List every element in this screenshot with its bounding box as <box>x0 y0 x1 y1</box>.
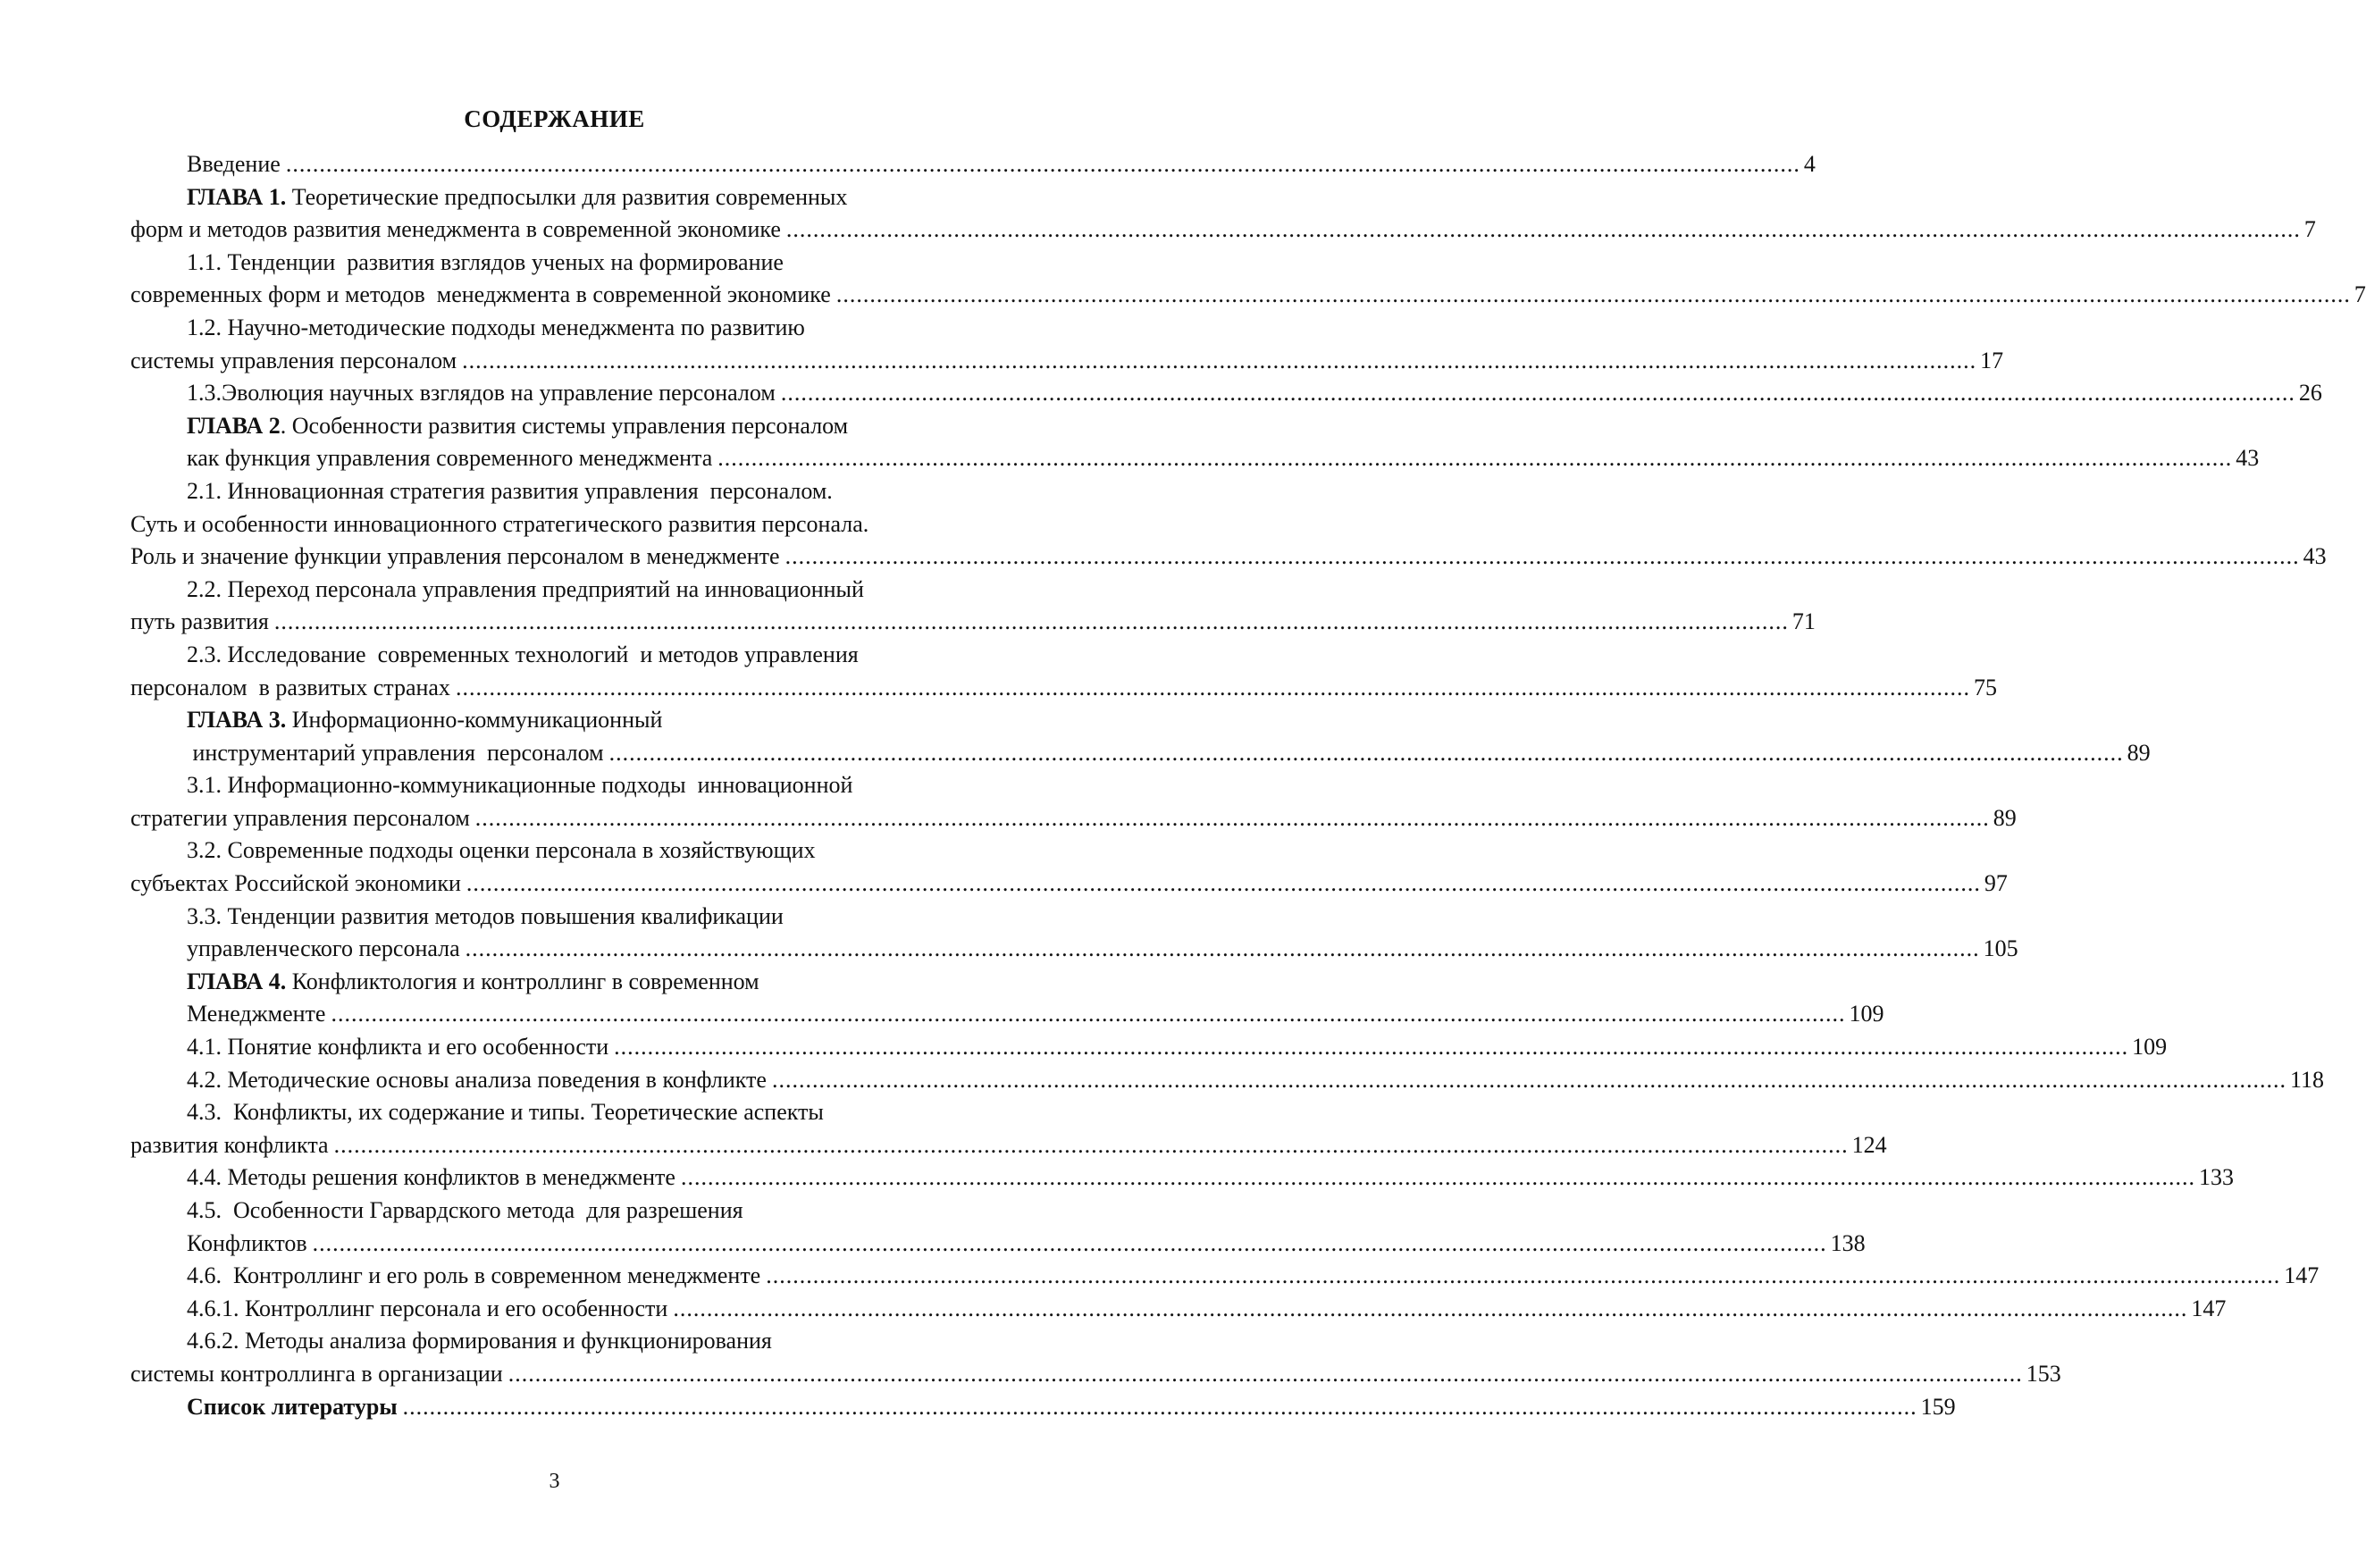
toc-entry-title: 4.1. Понятие конфликта и его особенности <box>187 1034 609 1061</box>
toc-line-text <box>130 511 868 537</box>
toc-line <box>130 966 1020 999</box>
toc-line <box>130 345 2004 378</box>
toc-entry-title: 3.2. Современные подходы оценки персонала в хозяйствующих <box>187 837 816 864</box>
toc-line-text <box>187 442 712 475</box>
toc-line <box>130 606 1816 639</box>
toc-line <box>130 868 2008 901</box>
toc-line-text <box>130 1358 503 1391</box>
toc-line-text <box>130 802 470 835</box>
dot-leader: .................................................................................................................................................................................................................................. <box>273 608 1789 635</box>
table-of-contents <box>130 148 2366 1423</box>
dot-leader: .................................................................................................................................................................................................................................. <box>312 1229 1827 1256</box>
toc-line-text <box>187 1328 772 1354</box>
toc-line-text <box>187 737 604 770</box>
toc-entry-title: 4.3. Конфликты, их содержание и типы. Теоретические аспекты <box>187 1099 824 1126</box>
toc-entry-title: 1.3.Эволюция научных взглядов на управление персоналом <box>187 380 776 407</box>
dot-leader: .................................................................................................................................................................................................................................. <box>465 935 1980 962</box>
toc-entry-title: 4.2. Методические основы анализа поведения в конфликте <box>187 1066 767 1093</box>
toc-line <box>130 834 1020 868</box>
toc-line <box>130 442 2260 475</box>
toc-line-text <box>187 1293 667 1326</box>
toc-entry-title: системы управления персоналом <box>130 347 457 373</box>
toc-line <box>130 933 2018 966</box>
toc-line-text <box>187 1031 608 1064</box>
toc-entry-title: субъектах Российской экономики <box>130 870 461 897</box>
toc-line-text <box>187 1064 767 1097</box>
toc-line-text <box>130 345 457 378</box>
toc-line <box>130 901 1020 934</box>
toc-entry-title: Конфликтов <box>187 1229 307 1256</box>
toc-line <box>130 541 2327 574</box>
toc-page-number: 89 <box>1993 804 2017 831</box>
dot-leader: .................................................................................................................................................................................................................................. <box>771 1066 2286 1093</box>
toc-line <box>130 410 1020 443</box>
toc-entry-title: 4.6.1. Контроллинг персонала и его особенности <box>187 1295 668 1321</box>
toc-line <box>130 1293 2227 1326</box>
toc-line <box>130 672 1997 705</box>
toc-line <box>130 1391 1956 1424</box>
toc-entry-title: Введение <box>187 151 281 177</box>
toc-entry-title: 3.3. Тенденции развития методов повышения квалификации <box>187 902 784 929</box>
dot-leader: .................................................................................................................................................................................................................................. <box>717 445 2233 472</box>
toc-line-text <box>130 214 781 247</box>
dot-leader: .................................................................................................................................................................................................................................. <box>333 1131 1849 1158</box>
toc-page-number: 43 <box>2303 543 2327 570</box>
toc-line <box>130 1228 1866 1261</box>
dot-leader: .................................................................................................................................................................................................................................. <box>331 1001 1846 1027</box>
toc-line-text <box>187 968 759 994</box>
toc-page-number: 71 <box>1791 608 1816 635</box>
toc-page-number: 118 <box>2289 1066 2325 1093</box>
toc-page-number: 17 <box>1980 347 2004 373</box>
toc-page-number: 153 <box>2026 1360 2061 1387</box>
toc-heading-bold: ГЛАВА 3. <box>187 707 287 734</box>
toc-entry-title: Суть и особенности инновационного стратегического развития персонала. <box>130 510 869 537</box>
toc-page-number: 4 <box>1803 151 1816 177</box>
toc-entry-title: Менеджменте <box>187 1001 326 1027</box>
toc-line <box>130 1031 2168 1064</box>
toc-page-number: 89 <box>2127 739 2151 766</box>
toc-page-number: 105 <box>1983 935 2018 962</box>
toc-entry-title: Теоретические предпосылки для развития современных <box>286 183 848 210</box>
toc-line <box>130 1129 1887 1162</box>
toc-line-text <box>187 772 852 798</box>
dot-leader: .................................................................................................................................................................................................................................. <box>680 1164 2195 1191</box>
toc-line <box>130 377 2322 410</box>
page-title: СОДЕРЖАНИЕ <box>464 105 645 132</box>
toc-line-text <box>187 314 805 340</box>
toc-page-number: 7 <box>2303 216 2316 243</box>
toc-line <box>130 704 1020 737</box>
dot-leader: .................................................................................................................................................................................................................................. <box>474 804 1990 831</box>
toc-line-text <box>130 672 450 705</box>
page-number: 3 <box>549 1470 560 1493</box>
toc-line-text <box>187 148 281 181</box>
toc-entry-title: 4.6.2. Методы анализа формирования и функционирования <box>187 1328 772 1354</box>
toc-entry-title: управленческого персонала <box>187 935 460 962</box>
toc-line <box>130 181 1020 214</box>
dot-leader: .................................................................................................................................................................................................................................. <box>785 216 2301 243</box>
toc-page-number: 124 <box>1851 1131 1887 1158</box>
toc-line-text <box>187 576 864 602</box>
toc-line <box>130 148 1816 181</box>
toc-entry-title: Конфликтология и контроллинг в современном <box>286 968 759 994</box>
dot-leader: .................................................................................................................................................................................................................................. <box>508 1360 2023 1387</box>
dot-leader: .................................................................................................................................................................................................................................. <box>466 870 1981 897</box>
toc-page-number: 97 <box>1984 870 2008 897</box>
toc-line <box>130 279 2366 312</box>
dot-leader: .................................................................................................................................................................................................................................. <box>614 1034 2129 1061</box>
toc-line-text <box>130 868 461 901</box>
toc-line-text <box>187 1197 743 1223</box>
toc-entry-title: стратегии управления персоналом <box>130 804 470 831</box>
dot-leader: .................................................................................................................................................................................................................................. <box>835 281 2351 308</box>
toc-entry-title: 4.6. Контроллинг и его роль в современном менеджменте <box>187 1262 761 1289</box>
toc-line <box>130 475 1020 508</box>
toc-line-text <box>187 903 784 929</box>
toc-line <box>130 1195 1020 1228</box>
toc-entry-title: современных форм и методов менеджмента в современной экономике <box>130 281 831 308</box>
toc-line <box>130 737 2151 770</box>
toc-line-text <box>187 998 325 1031</box>
toc-entry-title: развития конфликта <box>130 1131 329 1158</box>
toc-line-text <box>187 377 776 410</box>
toc-line-text <box>130 541 780 574</box>
toc-line-text <box>187 641 859 667</box>
toc-entry-title: путь развития <box>130 608 269 635</box>
dot-leader: .................................................................................................................................................................................................................................. <box>462 347 1977 373</box>
toc-entry-title: 2.2. Переход персонала управления предприятий на инновационный <box>187 575 864 602</box>
toc-entry-title: 4.4. Методы решения конфликтов в менеджменте <box>187 1164 675 1191</box>
toc-page-number: 147 <box>2191 1295 2227 1321</box>
toc-page-number: 159 <box>1920 1393 1956 1420</box>
toc-line <box>130 1358 2061 1391</box>
toc-line <box>130 1096 1020 1129</box>
toc-page-number: 75 <box>1973 674 1997 700</box>
toc-line-text <box>130 279 831 312</box>
dot-leader: .................................................................................................................................................................................................................................. <box>608 739 2124 766</box>
toc-entry-title: 1.2. Научно-методические подходы менеджмента по развитию <box>187 314 805 340</box>
toc-line-text <box>187 413 848 439</box>
toc-page-number: 26 <box>2298 380 2322 407</box>
toc-line-text <box>187 933 460 966</box>
toc-entry-title: 1.1. Тенденции развития взглядов ученых на формирование <box>187 248 784 275</box>
toc-line <box>130 1064 2325 1097</box>
toc-page-number: 109 <box>2132 1034 2168 1061</box>
dot-leader: .................................................................................................................................................................................................................................. <box>784 543 2300 570</box>
toc-entry-title: инструментарий управления персоналом <box>187 739 604 766</box>
dot-leader: .................................................................................................................................................................................................................................. <box>766 1262 2281 1289</box>
toc-heading-bold: ГЛАВА 1. <box>187 183 287 210</box>
toc-line-text <box>187 249 784 275</box>
toc-line-text <box>187 1161 675 1195</box>
toc-line-text <box>187 1260 760 1293</box>
toc-line-text <box>187 707 662 733</box>
toc-entry-title: как функция управления современного менеджмента <box>187 445 713 472</box>
dot-leader: .................................................................................................................................................................................................................................. <box>402 1393 1917 1420</box>
toc-page-number: 109 <box>1849 1001 1884 1027</box>
toc-line <box>130 998 1884 1031</box>
dot-leader: .................................................................................................................................................................................................................................. <box>673 1295 2188 1321</box>
toc-line <box>130 312 1020 345</box>
dot-leader: .................................................................................................................................................................................................................................. <box>285 151 1800 177</box>
toc-line-text <box>187 837 816 863</box>
toc-entry-title: . Особенности развития системы управления персоналом <box>280 412 849 439</box>
toc-entry-title: персоналом в развитых странах <box>130 674 450 700</box>
toc-entry-title: Информационно-коммуникационный <box>286 707 663 734</box>
toc-line-text <box>187 1099 824 1125</box>
toc-heading-bold: ГЛАВА 2 <box>187 412 281 439</box>
toc-page-number: 133 <box>2198 1164 2234 1191</box>
toc-line-text <box>187 478 833 504</box>
toc-entry-title: 3.1. Информационно-коммуникационные подходы инновационной <box>187 772 853 799</box>
dot-leader: .................................................................................................................................................................................................................................. <box>780 380 2295 407</box>
toc-line-text <box>130 1129 329 1162</box>
toc-line <box>130 802 2017 835</box>
toc-line-text <box>187 184 847 210</box>
toc-entry-title: 4.5. Особенности Гарвардского метода для разрешения <box>187 1197 743 1223</box>
toc-line <box>130 1325 1020 1358</box>
toc-heading-bold: Список литературы <box>187 1393 398 1420</box>
toc-line <box>130 769 1020 802</box>
toc-page-number: 7 <box>2353 281 2366 308</box>
toc-line-text <box>130 606 269 639</box>
toc-line <box>130 1260 2320 1293</box>
toc-page-number: 43 <box>2236 445 2260 472</box>
toc-entry-title: Роль и значение функции управления персоналом в менеджменте <box>130 543 780 570</box>
toc-line <box>130 574 1020 607</box>
toc-page-number: 138 <box>1830 1229 1866 1256</box>
toc-entry-title: системы контроллинга в организации <box>130 1360 503 1387</box>
toc-page-number: 147 <box>2284 1262 2320 1289</box>
toc-line <box>130 1161 2234 1195</box>
toc-entry-title: форм и методов развития менеджмента в современной экономике <box>130 216 781 243</box>
toc-entry-title: 2.1. Инновационная стратегия развития управления персоналом. <box>187 477 833 504</box>
toc-line-text <box>187 1228 307 1261</box>
toc-line-text <box>187 1391 398 1424</box>
toc-entry-title: 2.3. Исследование современных технологий и методов управления <box>187 641 859 667</box>
toc-line <box>130 247 1020 280</box>
toc-heading-bold: ГЛАВА 4. <box>187 968 287 994</box>
toc-line <box>130 508 1020 541</box>
dot-leader: .................................................................................................................................................................................................................................. <box>455 674 1970 700</box>
toc-line <box>130 214 2316 247</box>
toc-line <box>130 639 1020 672</box>
